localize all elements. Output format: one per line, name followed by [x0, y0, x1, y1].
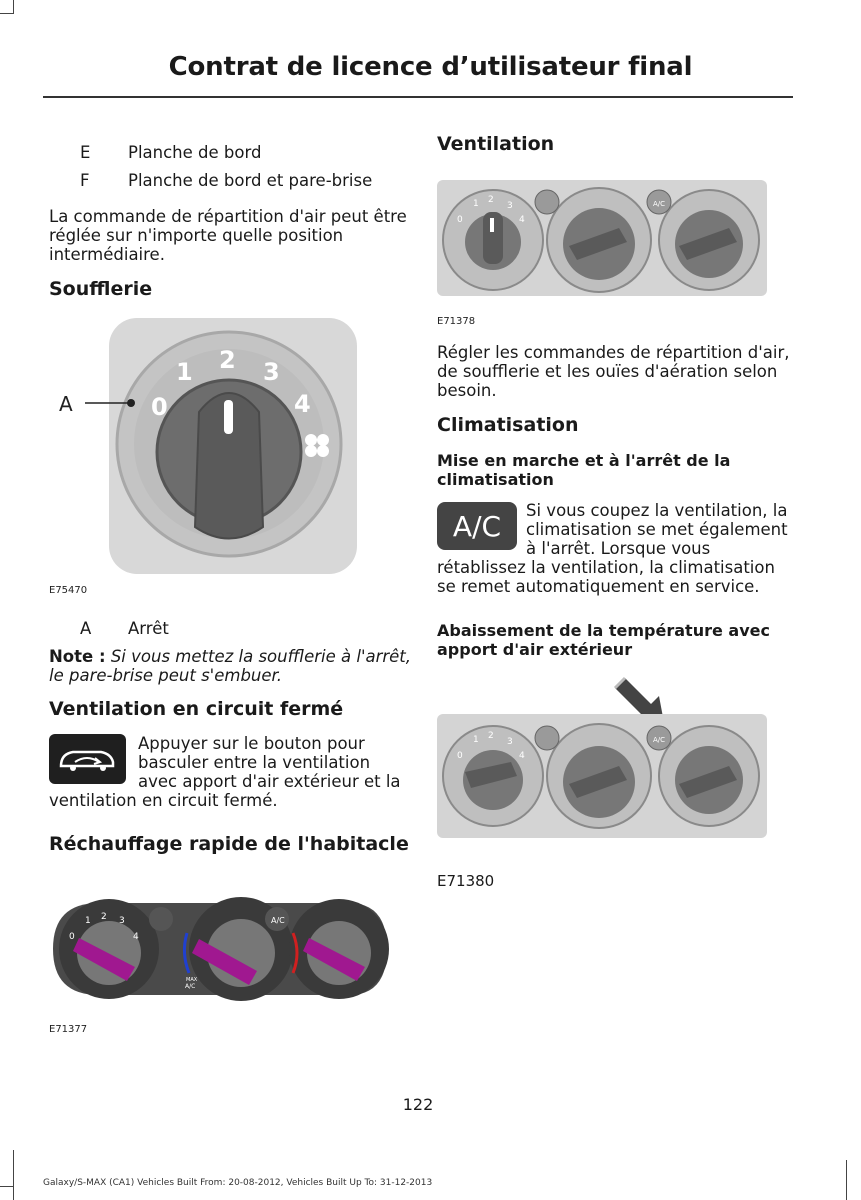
list-key: A — [80, 619, 92, 638]
figure-caption: E75470 — [49, 585, 88, 596]
dial-number: 0 — [151, 393, 168, 421]
dial-number: 3 — [119, 916, 125, 926]
recirculation-icon — [49, 734, 126, 784]
dial-number: 3 — [263, 358, 280, 386]
paragraph-line: Appuyer sur le bouton pour — [138, 734, 365, 753]
footer-text: Galaxy/S-MAX (CA1) Vehicles Built From: 20-08-2012, Vehicles Built Up To: 31-12-2013 — [43, 1178, 433, 1188]
paragraph-line: ventilation en circuit fermé. — [49, 791, 278, 810]
dial-number: 0 — [69, 932, 75, 942]
paragraph-line: rétablissez la ventilation, la climatisation — [437, 558, 775, 577]
dial-number: 2 — [488, 731, 494, 741]
subsection-heading: climatisation — [437, 470, 554, 489]
ac-icon — [437, 502, 517, 550]
ac-icon-label: A/C — [452, 509, 502, 543]
dial-number: 3 — [507, 201, 513, 211]
header-rule — [43, 96, 793, 98]
paragraph-line: Régler les commandes de répartition d'air, — [437, 343, 790, 362]
note-text: le pare-brise peut s'embuer. — [49, 666, 283, 685]
dial-number: 0 — [457, 751, 463, 761]
paragraph-line: basculer entre la ventilation — [138, 753, 371, 772]
dial-number: 4 — [133, 932, 139, 942]
section-heading: Ventilation — [437, 133, 555, 155]
list-key: E — [80, 143, 91, 162]
figure-caption: E71377 — [49, 1024, 88, 1035]
crop-mark — [13, 1150, 14, 1200]
callout-label: A — [59, 392, 73, 416]
dial-number: 1 — [473, 735, 479, 745]
blower-knob-figure — [49, 312, 369, 580]
section-heading: Ventilation en circuit fermé — [49, 698, 344, 720]
dial-number: 2 — [101, 912, 107, 922]
paragraph-line: La commande de répartition d'air peut être — [49, 207, 407, 226]
paragraph-line: réglée sur n'importe quelle position — [49, 226, 344, 245]
dial-number: 4 — [519, 751, 525, 761]
paragraph-line: de soufflerie et les ouïes d'aération selon — [437, 362, 778, 381]
section-heading: Soufflerie — [49, 278, 153, 300]
note-label: Note : — [49, 647, 106, 666]
paragraph-line: Si vous coupez la ventilation, la — [526, 501, 788, 520]
subsection-heading: apport d'air extérieur — [437, 640, 633, 659]
note-text: Si vous mettez la soufflerie à l'arrêt, — [110, 647, 412, 666]
paragraph-line: à l'arrêt. Lorsque vous — [526, 539, 711, 558]
section-heading: Climatisation — [437, 414, 579, 436]
figure-caption: E71380 — [437, 872, 495, 890]
list-key: F — [80, 171, 90, 190]
quick-heat-controls-figure — [49, 893, 391, 1005]
paragraph-line: intermédiaire. — [49, 245, 165, 264]
figure-caption: E71378 — [437, 316, 476, 327]
ventilation-controls-figure — [437, 176, 771, 304]
max-ac-label: A/C — [185, 983, 196, 990]
dial-number: 0 — [457, 215, 463, 225]
dial-number: 4 — [519, 215, 525, 225]
subsection-heading: Abaissement de la température avec — [437, 621, 770, 640]
crop-mark — [846, 1160, 847, 1200]
list-item: Planche de bord et pare-brise — [128, 171, 373, 190]
crop-mark — [13, 0, 14, 14]
dial-number: 1 — [85, 916, 91, 926]
dial-number: 2 — [219, 346, 236, 374]
page-number: 122 — [402, 1095, 434, 1114]
crop-mark — [0, 13, 14, 14]
paragraph-line: besoin. — [437, 381, 497, 400]
cooling-controls-figure — [437, 672, 771, 844]
dial-number: 4 — [294, 390, 311, 418]
max-label: MAX — [186, 977, 198, 983]
dial-number: 1 — [176, 358, 193, 386]
paragraph-line: climatisation se met également — [526, 520, 788, 539]
paragraph-line: avec apport d'air extérieur et la — [138, 772, 401, 791]
page-title: Contrat de licence d’utilisateur final — [168, 52, 693, 82]
dial-number: 1 — [473, 199, 479, 209]
dial-number: 2 — [488, 195, 494, 205]
crop-mark — [0, 1186, 14, 1187]
ac-button-label: A/C — [653, 736, 666, 744]
dial-number: 3 — [507, 737, 513, 747]
list-item: Planche de bord — [128, 143, 262, 162]
section-heading: Réchauffage rapide de l'habitacle — [49, 833, 409, 855]
subsection-heading: Mise en marche et à l'arrêt de la — [437, 451, 731, 470]
list-item: Arrêt — [128, 619, 169, 638]
ac-button-label: A/C — [271, 916, 285, 925]
ac-button-label: A/C — [653, 200, 666, 208]
paragraph-line: se remet automatiquement en service. — [437, 577, 760, 596]
